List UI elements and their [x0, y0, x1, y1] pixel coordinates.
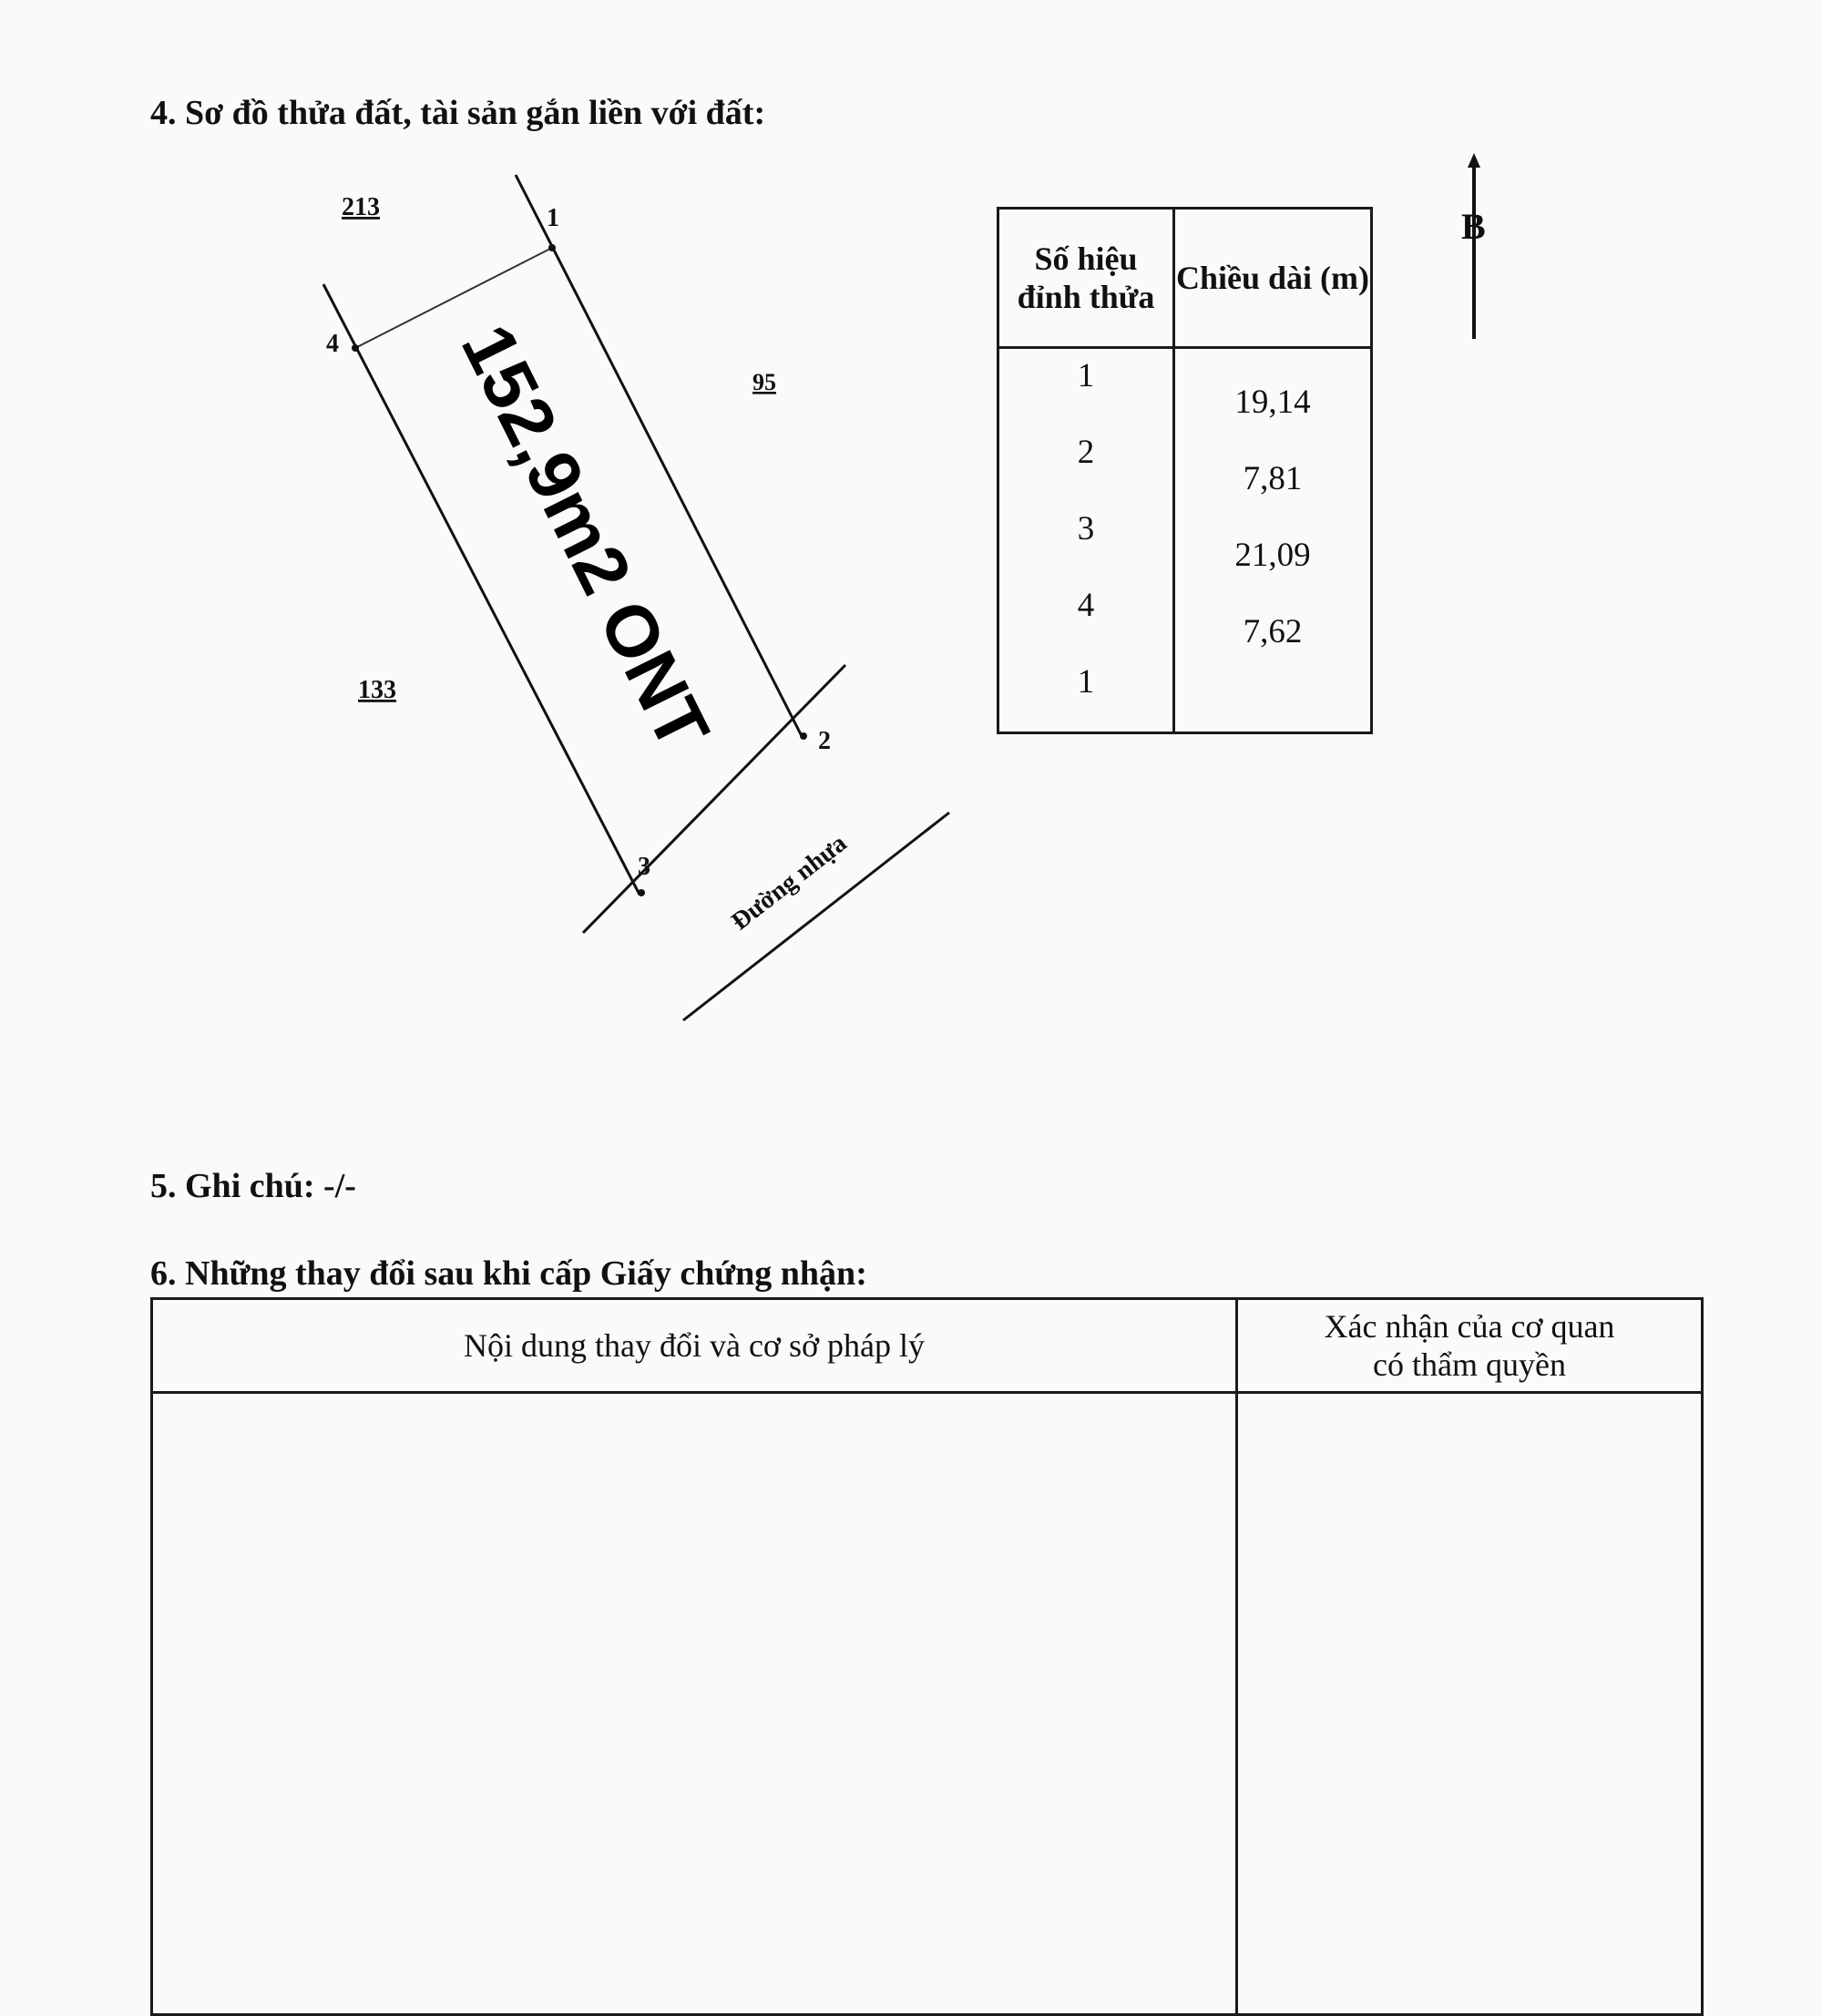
change-content-header: Nội dung thay đổi và cơ sở pháp lý: [152, 1299, 1237, 1393]
table-row: [998, 655, 1372, 733]
vertex-number-cell: 1: [998, 655, 1174, 733]
neighbor-parcel-95: 95: [752, 369, 776, 395]
vertex-number-cell: 3: [998, 502, 1174, 578]
length-cell: 7,81: [1174, 425, 1372, 502]
neighbor-parcel-213: 213: [342, 193, 380, 221]
table-row: [998, 502, 1372, 578]
road-label: Đường nhựa: [726, 829, 853, 936]
length-cell: 7,62: [1174, 578, 1372, 655]
vertex-header-line1: Số hiệu: [1034, 240, 1138, 277]
length-column-header: Chiều dài (m): [1174, 209, 1372, 348]
length-cell: [1174, 655, 1372, 733]
section-5-heading: 5. Ghi chú: -/-: [150, 1167, 356, 1205]
vertex-number-cell: 1: [998, 348, 1174, 426]
vertex-label-1: 1: [547, 204, 559, 232]
table-row: [152, 1393, 1703, 2015]
table-row: [998, 578, 1372, 655]
table-row: [998, 348, 1372, 426]
north-arrow-icon: [1468, 153, 1480, 168]
vertex-column-header: [998, 209, 1174, 348]
authority-header-line1: Xác nhận của cơ quan: [1324, 1308, 1615, 1345]
changes-table: [150, 1297, 1704, 2016]
authority-confirmation-cell: [1237, 1393, 1703, 2015]
vertex-number-cell: 4: [998, 578, 1174, 655]
vertex-dot-4: [352, 344, 359, 352]
vertex-label-3: 3: [638, 853, 650, 881]
neighbor-parcel-133: 133: [358, 676, 396, 704]
length-cell: 21,09: [1174, 502, 1372, 578]
length-cell: 19,14: [1174, 348, 1372, 426]
vertex-header-line2: đỉnh thửa: [1017, 279, 1155, 315]
vertex-number-cell: 2: [998, 425, 1174, 502]
table-row: [998, 425, 1372, 502]
vertex-table-header-row: [998, 209, 1372, 348]
north-label: B: [1461, 206, 1486, 247]
section-6-heading: 6. Những thay đổi sau khi cấp Giấy chứng nhận:: [150, 1254, 867, 1293]
vertex-label-2: 2: [818, 727, 831, 755]
vertex-dot-2: [800, 732, 807, 740]
vertex-length-table: [997, 207, 1373, 734]
vertex-dot-3: [638, 889, 645, 896]
authority-confirmation-header: [1237, 1299, 1703, 1393]
vertex-label-4: 4: [326, 330, 339, 358]
vertex-dot-1: [548, 244, 556, 251]
section-4-heading: 4. Sơ đồ thửa đất, tài sản gắn liền với đất:: [150, 94, 766, 132]
changes-table-header-row: [152, 1299, 1703, 1393]
authority-header-line2: có thẩm quyền: [1373, 1346, 1566, 1383]
plot-area-label: 152,9m2 ONT: [445, 312, 725, 762]
change-content-cell: [152, 1393, 1237, 2015]
